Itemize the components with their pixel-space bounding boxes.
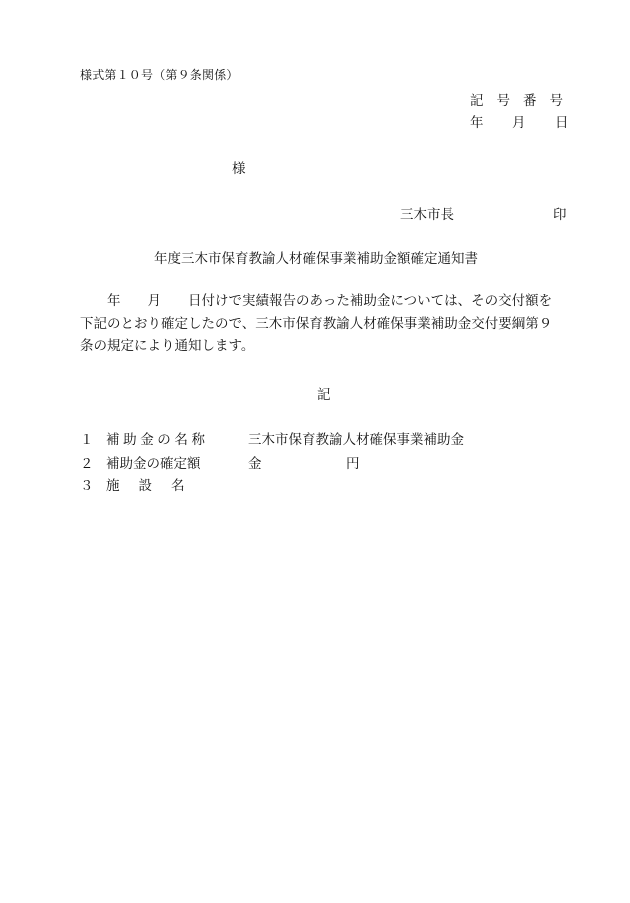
- body-line-2: 下記のとおり確定したので、三木市保育教諭人材確保事業補助金交付要綱第９: [80, 315, 553, 332]
- seal-mark: 印: [553, 207, 567, 223]
- item-facility-name: [80, 474, 480, 494]
- body-paragraph: [80, 290, 570, 358]
- document-title: 年度三木市保育教諭人材確保事業補助金額確定通知書: [154, 251, 478, 267]
- body-line-1: 年 月 日付けで実績報告のあった補助金については、その交付額を: [80, 293, 553, 309]
- item-subsidy-name: [80, 428, 480, 448]
- item-confirmed-amount: [80, 452, 480, 472]
- body-line-3: 条の規定により通知します。: [80, 338, 255, 354]
- reference-number: 記号番号: [470, 93, 576, 109]
- amount-prefix: 金: [248, 456, 262, 472]
- amount-suffix: 円: [346, 456, 360, 472]
- form-label: 様式第１０号（第９条関係）: [80, 68, 239, 82]
- date-month: 月: [512, 115, 526, 131]
- sender-name: 三木市長: [400, 207, 454, 223]
- item-value: 三木市保育教諭人材確保事業補助金: [248, 432, 464, 448]
- kigo-heading: 記: [317, 387, 331, 403]
- item-number: ２: [80, 456, 94, 472]
- item-label: 施設名: [106, 478, 204, 494]
- date-year: 年: [470, 115, 484, 131]
- date-day: 日: [555, 115, 569, 131]
- item-number: ３: [80, 478, 94, 494]
- item-label: 補助金の確定額: [106, 456, 201, 472]
- date-line: [470, 111, 568, 129]
- item-label: 補助金の名称: [106, 432, 209, 448]
- item-number: １: [80, 432, 94, 448]
- recipient-suffix: 様: [232, 161, 246, 177]
